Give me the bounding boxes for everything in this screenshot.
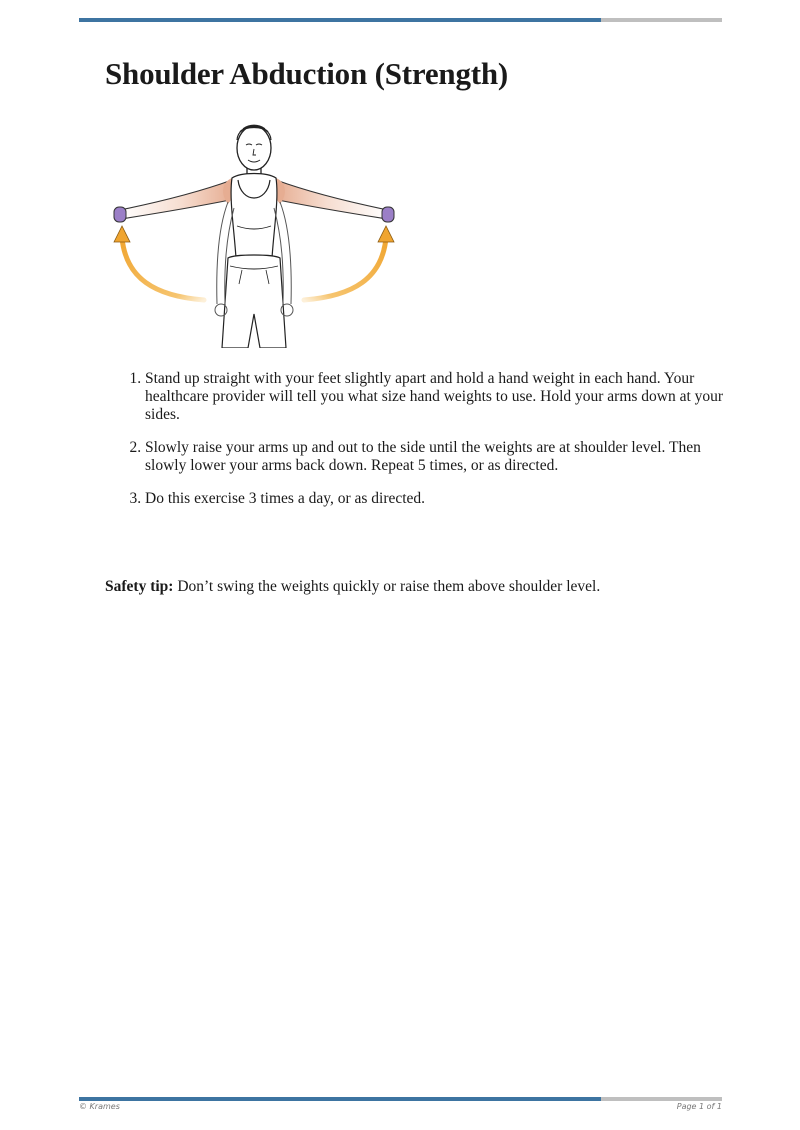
safety-tip-label: Safety tip: <box>105 578 174 595</box>
header-rule-gray <box>601 18 722 22</box>
footer-rule-blue <box>79 1097 601 1101</box>
instruction-step: 2. Slowly raise your arms up and out to the side until the weights are at shoulder level. Then slowly lower your arms back down. Repeat 5 times, or as directed. <box>145 439 745 475</box>
footer-copyright: © Krames <box>79 1102 120 1111</box>
header-rule-blue <box>79 18 601 22</box>
instruction-step: 1. Stand up straight with your feet slightly apart and hold a hand weight in each hand. Your healthcare provider will tell you what size hand weights to use. Hold your arms down at your sides. <box>145 370 745 424</box>
footer-page-number: Page 1 of 1 <box>676 1102 722 1111</box>
safety-tip-text: Don’t swing the weights quickly or raise them above shoulder level. <box>173 578 601 595</box>
instruction-step: 3. Do this exercise 3 times a day, or as directed. <box>145 490 745 508</box>
header-rule <box>79 18 722 22</box>
page-title: Shoulder Abduction (Strength) <box>105 56 509 91</box>
footer-rule <box>79 1097 722 1101</box>
instruction-steps <box>105 370 745 523</box>
safety-tip <box>105 578 600 596</box>
figure-head <box>237 125 271 176</box>
footer-rule-gray <box>601 1097 722 1101</box>
shoulder-abduction-illustration <box>104 118 420 348</box>
figure-torso <box>222 174 286 349</box>
